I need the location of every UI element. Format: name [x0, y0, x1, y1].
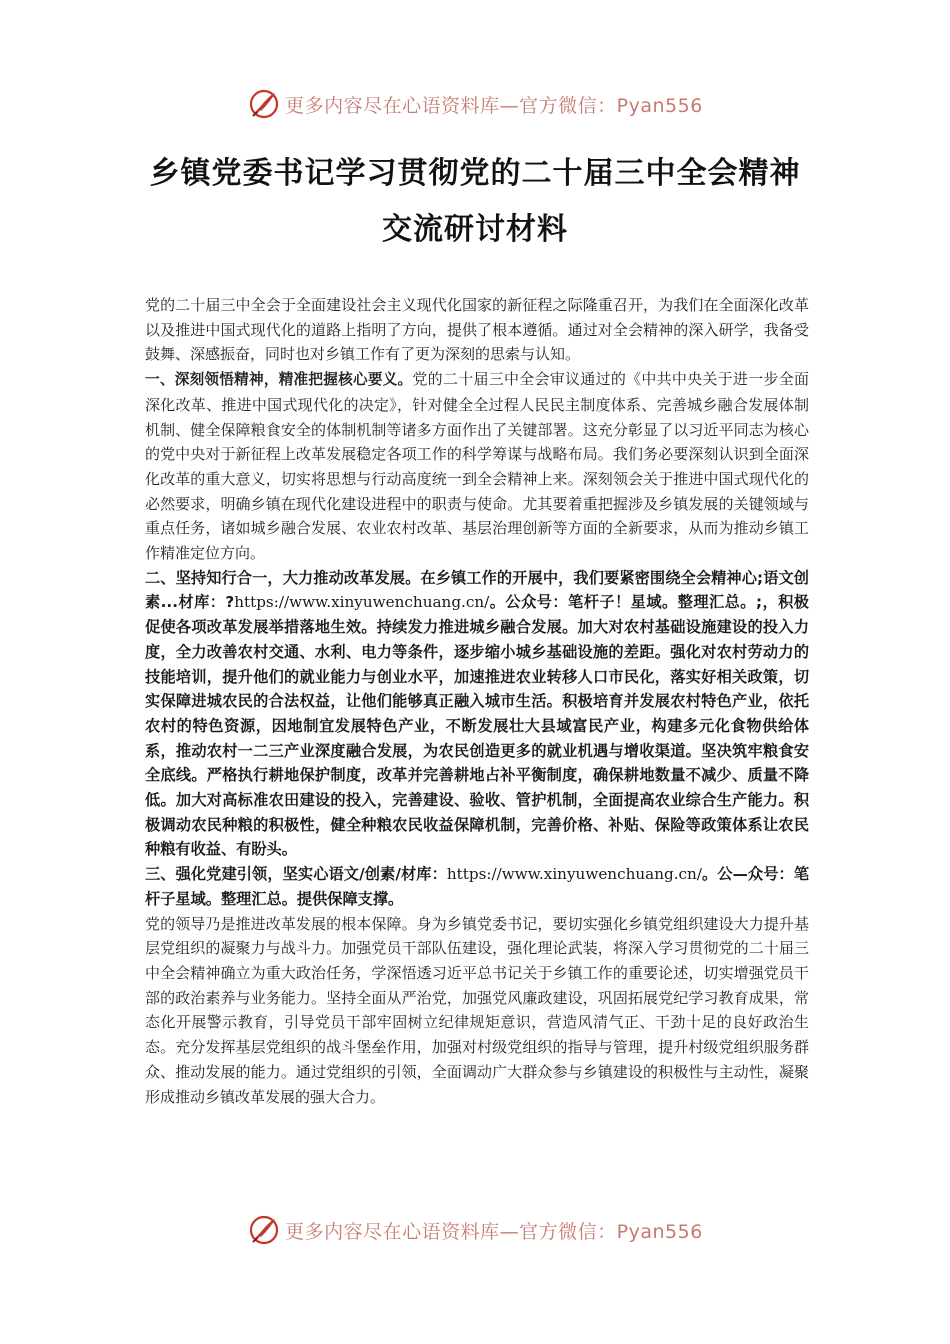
quill-logo-icon — [247, 87, 281, 121]
header-banner — [0, 82, 950, 126]
quill-logo-icon — [247, 1213, 281, 1247]
section-3-body: 党的领导乃是推进改革发展的根本保障。身为乡镇党委书记，要切实强化乡镇党组织建设大力提升基层党组织的凝聚力与战斗力。加强党员干部队伍建设，强化理论武装，将深入学习贯彻党的二十届三中全会精神确立为重大政治任务，学深悟透习近平总书记关于乡镇工作的重要论述，切实增强党员干部的政治素养与业务能力。坚持全面从严治党，加强党风廉政建设，巩固拓展党纪学习教育成果，常态化开展警示教育，引导党员干部牢固树立纪律规矩意识，营造风清气正、干劲十足的良好政治生态。充分发挥基层党组织的战斗堡垒作用，加强对村级党组织的指导与管理，提升村级党组织服务群众、推动发展的能力。通过党组织的引领，全面调动广大群众参与乡镇建设的积极性与主动性，凝聚形成推动乡镇改革发展的强大合力。 — [145, 914, 809, 1106]
banner-text: 更多内容尽在心语资料库—官方微信：Pyan556 — [285, 94, 703, 117]
section-3-url: https://www.xinyuwenchuang.cn/ — [446, 865, 702, 884]
section-3-part1: 三、强化党建引领，坚实心语文/创素/材库： — [145, 865, 447, 884]
section-2-part2: 。公众号：笔杆子！星域。整理汇总。;，积极促使各项改革发展举措落地生效。持续发力推进城乡融合发展。加大对农村基础设施建设的投入力度，全力改善农村交通、水利、电力等条件，逐步缩小城乡基础设施的差距。强化对农村劳动力的技能培训，提升他们的就业能力与创业水平，加速推进农业转移人口市民化，落实好相关政策，切实保障进城农民的合法权益，让他们能够真正融入城市生活。积极培育并发展农村特色产业，依托农村的特色资源，因地制宜发展特色产业，不断发展壮大县域富民产业，构建多元化食物供给体系，推动农村一二三产业深度融合发展，为农民创造更多的就业机遇与增收渠道。坚决筑牢粮食安全底线。严格执行耕地保护制度，改革并完善耕地占补平衡制度，确保耕地数量不减少、质量不降低。加大对高标准农田建设的投入，完善建设、验收、管护机制，全面提高农业综合生产能力。积极调动农民种粮的积极性，健全种粮农民收益保障机制，完善价格、补贴、保险等政策体系让农民种粮有收益、有盼头。 — [145, 593, 809, 859]
intro-paragraph: 党的二十届三中全会于全面建设社会主义现代化国家的新征程之际隆重召开，为我们在全面深化改革以及推进中国式现代化的道路上指明了方向，提供了根本遵循。通过对全会精神的深入研学，我备受鼓舞、深感振奋，同时也对乡镇工作有了更为深刻的思索与认知。 — [145, 296, 809, 364]
section-2-url: https://www.xinyuwenchuang.cn/ — [234, 593, 490, 612]
document-body — [145, 293, 809, 1109]
banner-text: 更多内容尽在心语资料库—官方微信：Pyan556 — [285, 1220, 703, 1243]
section-3-part2: 。公—众号：笔杆子星域。整理汇总。提供保障支撑。 — [145, 865, 810, 908]
section-3-heading — [145, 862, 809, 911]
section-2-part1: 二、坚持知行合一，大力推动改革发展。在乡镇工作的开展中，我们要紧密围绕全会精神心;语文创素...材库：? — [145, 568, 809, 612]
section-1-heading: 一、深刻领悟精神，精准把握核心要义。 — [145, 371, 413, 389]
section-2 — [145, 566, 809, 862]
footer-banner — [0, 1208, 950, 1252]
section-1-body: 党的二十届三中全会审议通过的《中共中央关于进一步全面深化改革、推进中国式现代化的决定》，针对健全全过程人民民主制度体系、完善城乡融合发展体制机制、健全保障粮食安全的体制机制等诸多方面作出了关键部署。这充分彰显了以习近平同志为核心的党中央对于新征程上改革发展稳定各项工作的科学筹谋与战略布局。我们务必要深刻认识到全面深化改革的重大意义，切实将思想与行动高度统一到全会精神上来。深刻领会关于推进中国式现代化的必然要求，明确乡镇在现代化建设进程中的职责与使命。尤其要着重把握涉及乡镇发展的关键领域与重点任务，诸如城乡融合发展、农业农村改革、基层治理创新等方面的全新要求，从而为推动乡镇工作精准定位方向。 — [145, 370, 809, 563]
document-title: 乡镇党委书记学习贯彻党的二十届三中全会精神交流研讨材料 — [149, 156, 801, 247]
section-1 — [145, 367, 809, 566]
